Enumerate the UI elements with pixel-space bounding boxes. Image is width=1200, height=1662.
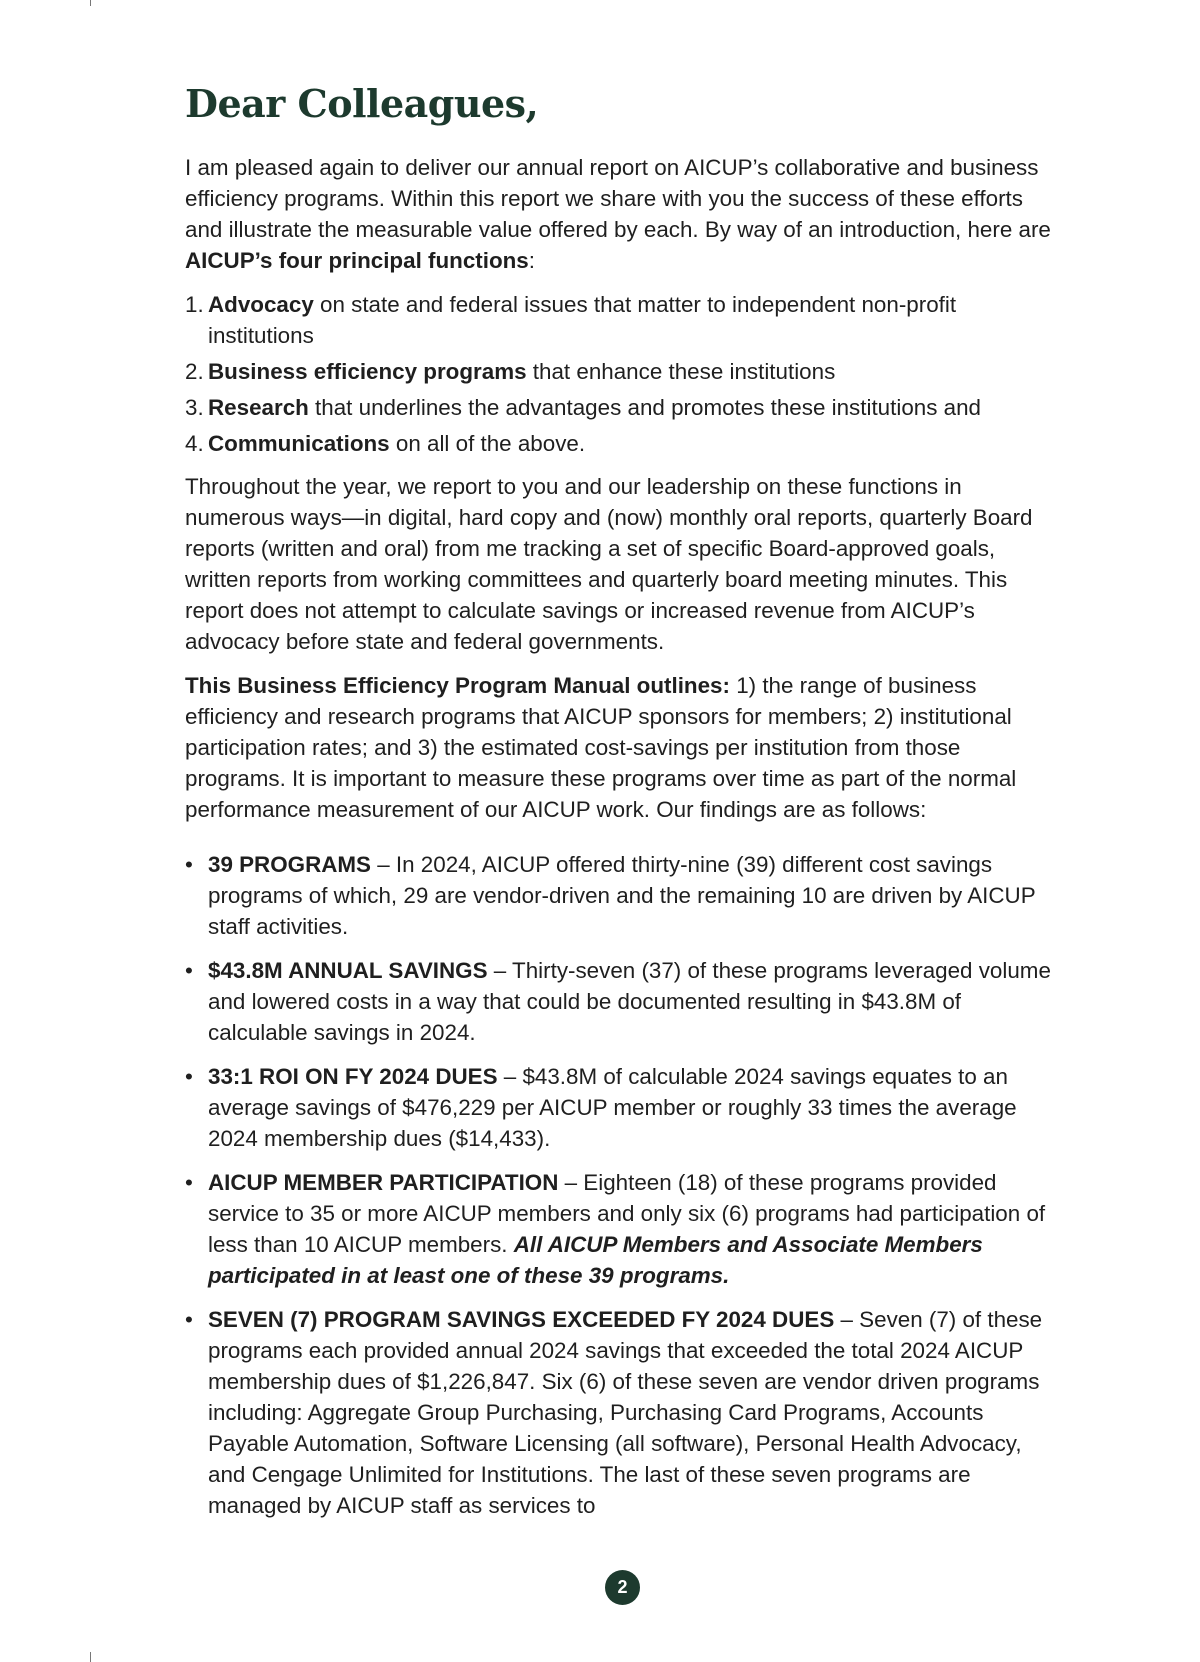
finding-title: AICUP MEMBER PARTICIPATION xyxy=(208,1169,559,1195)
function-title: Research xyxy=(208,394,309,420)
function-title: Business efficiency programs xyxy=(208,358,527,384)
finding-title: 39 PROGRAMS xyxy=(208,851,371,877)
bullet-icon: • xyxy=(185,957,193,983)
function-text: on state and federal issues that matter to independent non-profit institutions xyxy=(208,291,957,348)
intro-text: I am pleased again to deliver our annual report on AICUP’s collaborative and business efficiency programs. Within this report we share with you the success of these efforts and illustrate the measurable value offered by each. By way of an introduction, here are xyxy=(185,154,1051,242)
finding-title: $43.8M ANNUAL SAVINGS xyxy=(208,957,488,983)
intro-tail: : xyxy=(528,247,535,273)
function-number: 4. xyxy=(185,430,204,456)
intro-paragraph xyxy=(185,152,1065,276)
findings-list xyxy=(185,849,1065,1521)
bullet-icon: • xyxy=(185,1063,193,1089)
function-title: Advocacy xyxy=(208,291,314,317)
letter-body xyxy=(185,82,1065,1534)
manual-bold: This Business Efficiency Program Manual outlines: xyxy=(185,672,730,698)
bullet-icon: • xyxy=(185,1169,193,1195)
function-number: 2. xyxy=(185,358,204,384)
bullet-icon: • xyxy=(185,851,193,877)
finding-text: – Eighteen (18) of these programs provided service to 35 or more AICUP members and only six (6) programs had participation of less than 10 AICUP members. xyxy=(208,1169,1046,1257)
function-text: that enhance these institutions xyxy=(526,358,836,384)
function-item xyxy=(185,428,1065,459)
function-item xyxy=(185,356,1065,387)
function-text: that underlines the advantages and promotes these institutions and xyxy=(308,394,981,420)
finding-emphasis: All AICUP Members and Associate Members participated in at least one of these 39 programs. xyxy=(208,1231,983,1288)
crop-mark-top xyxy=(90,0,91,6)
function-number: 3. xyxy=(185,394,204,420)
finding-title: SEVEN (7) PROGRAM SAVINGS EXCEEDED FY 2024 DUES xyxy=(208,1306,835,1332)
finding-item xyxy=(185,849,1065,942)
letter-heading: Dear Colleagues, xyxy=(185,81,539,126)
finding-text: – Seven (7) of these programs each provided annual 2024 savings that exceeded the total 2024 AICUP membership dues of $1,226,847. Six (6) of these seven are vendor driven programs including: Aggregate Group Purchasing, Purchasing Card Programs, Accounts Payable Automation, Software Licensing (all software), Personal Health Advocacy, and Cengage Unlimited for Institutions. The last of these seven programs are managed by AICUP staff as services to xyxy=(208,1306,1043,1518)
bullet-icon: • xyxy=(185,1306,193,1332)
principal-functions-list xyxy=(185,289,1065,459)
finding-title: 33:1 ROI ON FY 2024 DUES xyxy=(208,1063,498,1089)
manual-text: 1) the range of business efficiency and research programs that AICUP sponsors for members; 2) institutional participation rates; and 3) the estimated cost-savings per institution from those programs. It is important to measure these programs over time as part of the normal performance measurement of our AICUP work. Our findings are as follows: xyxy=(185,672,1017,822)
finding-item xyxy=(185,1061,1065,1154)
finding-text: – $43.8M of calculable 2024 savings equates to an average savings of $476,229 per AICUP member or roughly 33 times the average 2024 membership dues ($14,433). xyxy=(208,1063,1017,1151)
finding-item xyxy=(185,1304,1065,1521)
intro-bold: AICUP’s four principal functions xyxy=(185,247,529,273)
finding-item xyxy=(185,1167,1065,1291)
manual-paragraph xyxy=(185,670,1065,825)
function-number: 1. xyxy=(185,291,204,317)
function-text: on all of the above. xyxy=(389,430,586,456)
function-item xyxy=(185,289,1065,351)
finding-item xyxy=(185,955,1065,1048)
finding-text: – Thirty-seven (37) of these programs leveraged volume and lowered costs in a way that could be documented resulting in $43.8M of calculable savings in 2024. xyxy=(208,957,1051,1045)
finding-text: – In 2024, AICUP offered thirty-nine (39) different cost savings programs of which, 29 are vendor-driven and the remaining 10 are driven by AICUP staff activities. xyxy=(208,851,1036,939)
crop-mark-bottom xyxy=(90,1652,91,1662)
page-number-badge: 2 xyxy=(605,1570,640,1605)
function-item xyxy=(185,392,1065,423)
function-title: Communications xyxy=(208,430,390,456)
throughout-paragraph: Throughout the year, we report to you and our leadership on these functions in numerous ways—in digital, hard copy and (now) monthly oral reports, quarterly Board reports (written and oral) from me tracking a set of specific Board-approved goals, written reports from working committees and quarterly board meeting minutes. This report does not attempt to calculate savings or increased revenue from AICUP’s advocacy before state and federal governments. xyxy=(185,473,1033,654)
